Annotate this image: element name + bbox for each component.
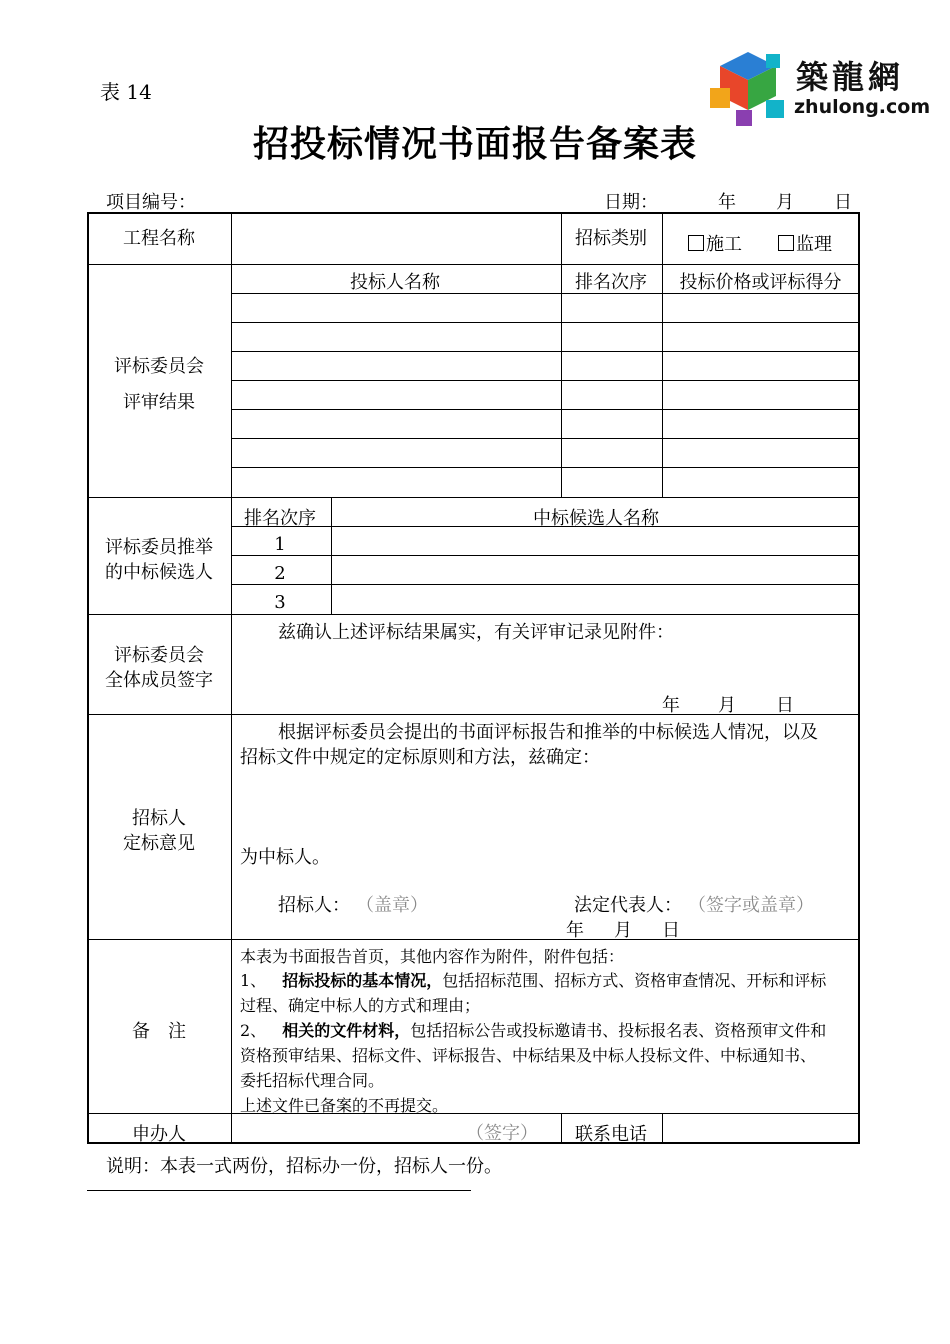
- legal-rep-label: 法定代表人：: [574, 895, 682, 916]
- decision-paragraph-line1: 根据评标委员会提出的书面评标报告和推举的中标候选人情况，以及: [278, 722, 818, 743]
- candidate-rank-2: 2: [274, 563, 286, 584]
- option-supervision[interactable]: [778, 230, 832, 256]
- review-section-label-1: 评标委员会: [114, 356, 204, 377]
- remarks-item-2-cont-2: 委托招标代理合同。: [240, 1071, 385, 1090]
- decision-section-label-1: 招标人: [132, 808, 186, 829]
- sign-month: 月: [718, 695, 736, 716]
- candidate-col-name: 中标候选人名称: [533, 508, 659, 529]
- remarks-item-1: [240, 968, 826, 991]
- remarks-item-2-text: 包括招标公告或投标邀请书、投标报名表、资格预审文件和: [410, 1021, 827, 1040]
- phone-label: 联系电话: [575, 1124, 647, 1145]
- recommend-section-label-1: 评标委员推举: [105, 537, 213, 558]
- review-section-label-2: 评审结果: [123, 392, 195, 413]
- date-label: 日期：: [604, 192, 658, 213]
- remarks-item-1-no: 1、: [240, 971, 267, 990]
- handler-label: 申办人: [132, 1124, 186, 1145]
- winner-text: 为中标人。: [240, 847, 330, 868]
- remarks-label: 备 注: [132, 1021, 186, 1042]
- bid-type-label: 招标类别: [575, 228, 647, 249]
- remarks-item-2: [240, 1018, 826, 1041]
- page-title: 招投标情况书面报告备案表: [252, 124, 697, 165]
- decision-month: 月: [614, 920, 632, 941]
- candidate-rank-3: 3: [274, 592, 286, 613]
- date-month: 月: [776, 192, 794, 213]
- remarks-item-2-no: 2、: [240, 1021, 267, 1040]
- remarks-last-line: 上述文件已备案的不再提交。: [240, 1096, 449, 1115]
- option-supervision-label: 监理: [796, 234, 832, 255]
- project-name-field[interactable]: [231, 214, 558, 262]
- decision-section-label-2: 定标意见: [123, 833, 195, 854]
- tenderer-label: 招标人：: [278, 895, 350, 916]
- remarks-item-2-title: 相关的文件材料，: [282, 1021, 411, 1040]
- decision-day: 日: [662, 920, 680, 941]
- logo-domain: zhulong.com: [794, 96, 931, 118]
- checkbox-supervision[interactable]: [778, 235, 794, 251]
- recommend-section-label-2: 的中标候选人: [105, 562, 213, 583]
- logo-cube-icon: [706, 48, 790, 132]
- footer-divider: [87, 1190, 471, 1191]
- project-number-label: 项目编号：: [106, 192, 196, 213]
- zhulong-logo: [706, 48, 931, 132]
- checkbox-construction[interactable]: [688, 235, 704, 251]
- phone-field[interactable]: [662, 1112, 859, 1142]
- col-rank: 排名次序: [575, 272, 647, 293]
- remarks-line-1: 本表为书面报告首页，其他内容作为附件，附件包括：: [240, 947, 625, 966]
- remarks-item-1-title: 招标投标的基本情况，: [282, 971, 443, 990]
- decision-year: 年: [566, 920, 584, 941]
- remarks-item-1-text: 包括招标范围、招标方式、资格审查情况、开标和评标: [442, 971, 827, 990]
- remarks-item-2-cont-1: 资格预审结果、招标文件、评标报告、中标结果及中标人投标文件、中标通知书、: [240, 1046, 817, 1065]
- logo-name: 築龍網: [796, 58, 905, 96]
- col-price-score: 投标价格或评标得分: [679, 272, 842, 293]
- tenderer-seal-hint: （盖章）: [356, 895, 428, 916]
- sign-day: 日: [776, 695, 794, 716]
- option-construction-label: 施工: [706, 234, 742, 255]
- col-bidder-name: 投标人名称: [350, 272, 440, 293]
- handler-sign-hint: （签字）: [466, 1123, 538, 1144]
- table-number: 表 14: [100, 80, 152, 104]
- sign-section-label-2: 全体成员签字: [105, 670, 213, 691]
- candidate-col-rank: 排名次序: [244, 508, 316, 529]
- sign-year: 年: [662, 695, 680, 716]
- sign-statement: 兹确认上述评标结果属实，有关评审记录见附件：: [278, 622, 674, 643]
- project-name-label: 工程名称: [123, 228, 195, 249]
- remarks-item-1-cont: 过程、确定中标人的方式和理由；: [240, 996, 481, 1015]
- date-year: 年: [718, 192, 736, 213]
- footer-note: 说明：本表一式两份，招标办一份，招标人一份。: [106, 1156, 502, 1177]
- sign-section-label-1: 评标委员会: [114, 645, 204, 666]
- decision-paragraph-line2: 招标文件中规定的定标原则和方法，兹确定：: [240, 747, 600, 768]
- date-day: 日: [834, 192, 852, 213]
- candidate-rank-1: 1: [274, 534, 286, 555]
- legal-rep-hint: （签字或盖章）: [688, 895, 814, 916]
- option-construction[interactable]: [688, 230, 742, 256]
